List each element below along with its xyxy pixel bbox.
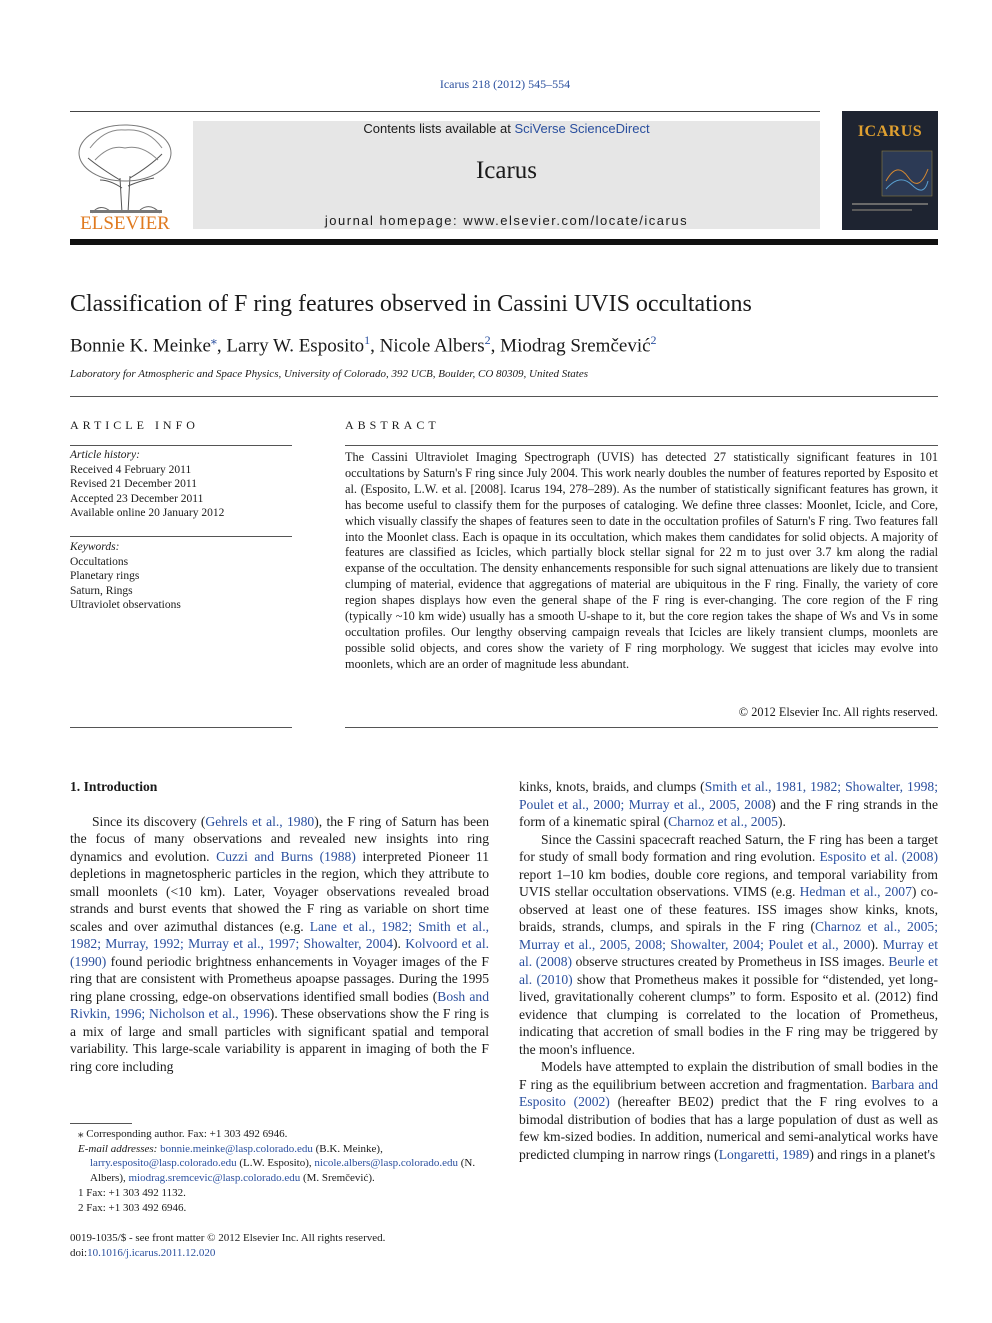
- email-link[interactable]: bonnie.meinke@lasp.colorado.edu: [160, 1142, 313, 1155]
- keywords-rule: [70, 536, 292, 537]
- doi-link[interactable]: 10.1016/j.icarus.2011.12.020: [87, 1246, 216, 1259]
- citation-link[interactable]: Charnoz et al., 2005; Murray et al., 2005, 2008; Showalter, 2004; Poulet et al., 2000: [519, 919, 938, 952]
- title-rule: [70, 396, 938, 397]
- header-rule: [70, 111, 820, 112]
- author-name: Miodrag Sremčević: [500, 335, 651, 357]
- header-thick-rule: [70, 239, 938, 245]
- article-title: Classification of F ring features observed in Cassini UVIS occultations: [70, 291, 752, 317]
- author-note-mark[interactable]: 1: [364, 333, 371, 347]
- abstract-text: The Cassini Ultraviolet Imaging Spectrograph (UVIS) has detected 27 statistically significant features in 101 occultations by Saturn's F ring since July 2004. This work nearly doubles the number of features reported by Esposito et al. (Esposito, L.W. et al. [2008]. Icarus 194, 278–289). As the number of statistically significant features has grown, it has become useful to classify them for the purposes of cataloging. We define three classes: Moonlet, Icicle, and Core, which visually classify the shapes of features seen to date in the occultation profiles of Saturn's F ring. Two features fall into the Moonlet class. Each is opaque in its occultation, which makes them candidates for solid objects. A majority of features are classified as Icicles, which partially block stellar signal for 22 m to just over 3.7 km along the radial expanse of the occultation. The density enhancements responsible for such signal attenuations are likely due to transient clumping of material, evidence that aggregations of material are ubiquitous in the F ring. Finally, the variety of core region shapes displays how even the general shape of the F ring is ever-changing. The core region of the F ring (typically ~10 km wide) usually has a smooth U-shape to it, but the core region takes the shape of Ws and Vs in some occultation profiles. Our lengthy observing campaign reveals that Icicles are likely transient clumps, moonlets are possible solid objects, and cores show the variety of F ring morphology. We suggest that icicles may evolve into moonlets, which are an order of magnitude less abundant.: [345, 450, 938, 671]
- paragraph-text: show that Prometheus makes it possible for “distended, yet long-lived, gravitationally coherent clumps” to form. Esposito et al. (2012) find evidence that clumping is correlated to the location of Prometheus, indicating that accretion of small bodies in the F ring may be triggered by the moon's influence.: [519, 971, 938, 1057]
- sciencedirect-link[interactable]: SciVerse ScienceDirect: [514, 121, 650, 136]
- publication-info: [70, 1231, 490, 1260]
- paragraph-text: observe structures created by Prometheus in ISS images.: [572, 954, 889, 969]
- author-note-mark[interactable]: 2: [484, 333, 491, 347]
- paragraph-continued: [519, 778, 938, 831]
- issn-line: 0019-1035/$ - see front matter © 2012 Elsevier Inc. All rights reserved.: [70, 1232, 386, 1244]
- history-received: Received 4 February 2011: [70, 463, 192, 476]
- email-owner: (L.W. Esposito),: [236, 1157, 315, 1170]
- keyword: Saturn, Rings: [70, 584, 133, 597]
- journal-citation[interactable]: Icarus 218 (2012) 545–554: [439, 77, 571, 91]
- keyword: Ultraviolet observations: [70, 599, 181, 611]
- paragraph-text: Models have attempted to explain the distribution of small bodies in the F ring as the equilibrium between accretion and fragmentation.: [519, 1059, 938, 1092]
- footnote-emails: [70, 1142, 490, 1186]
- paragraph-text: Since the Cassini spacecraft reached Saturn, the F ring has been a target for study of small body formation and ring evolution.: [519, 831, 938, 864]
- citation-link[interactable]: Hedman et al., 2007: [799, 884, 912, 899]
- abstract-bottom-rule: [345, 727, 938, 728]
- abstract-heading: ABSTRACT: [345, 418, 440, 432]
- author-name: Larry W. Esposito: [226, 335, 365, 357]
- paragraph: [70, 813, 489, 1076]
- author-name: Nicole Albers: [379, 335, 485, 357]
- paragraph-text: Since its discovery (: [92, 813, 206, 829]
- footnote-corresponding: ⁎ Corresponding author. Fax: +1 303 492 6946.: [78, 1128, 288, 1140]
- citation-link[interactable]: Smith et al., 1981, 1982; Showalter, 1998; Poulet et al., 2000; Murray et al., 2005, 2008: [519, 779, 938, 812]
- paragraph: [519, 831, 938, 1059]
- email-owner: (B.K. Meinke),: [312, 1142, 383, 1155]
- email-owner: (N. Albers),: [90, 1157, 476, 1185]
- citation-link[interactable]: Esposito et al. (2008): [819, 849, 938, 864]
- paragraph-text: found periodic brightness enhancements in Voyager images of the F ring that are consistent with Prometheus apoapse passages. During the 1995 ring plane crossing, edge-on observations identified small bodies (: [70, 953, 489, 1004]
- paragraph-text: ). These observations show the F ring is a mix of large and small particles with significant spatial and temporal variability. This large-scale variability is apparent in imaging of both the F ring core including: [70, 1006, 489, 1074]
- email-owner: (M. Sremčević).: [300, 1172, 375, 1185]
- article-history: [70, 448, 292, 521]
- paragraph-text: report 1–10 km bodies, double core regions, and temporal variability from UVIS stellar occultation observations. VIMS (e.g.: [519, 866, 938, 899]
- paragraph-text: ), the F ring of Saturn has been the focus of many observations and revealed new insights into ring dynamics and evolution.: [70, 813, 489, 864]
- author-note-mark[interactable]: 2: [650, 333, 657, 347]
- citation-link[interactable]: Gehrels et al., 1980: [205, 813, 315, 829]
- author-list: Bonnie K. Meinke⁎, Larry W. Esposito$^1$, Nicole Albers$^2$, Miodrag Sremčević$^2$: [70, 333, 657, 357]
- email-link[interactable]: nicole.albers@lasp.colorado.edu: [314, 1157, 458, 1170]
- history-accepted: Accepted 23 December 2011: [70, 492, 204, 505]
- cover-title: ICARUS: [857, 123, 923, 140]
- paragraph-text: ).: [870, 936, 883, 952]
- journal-name: Icarus: [475, 157, 538, 184]
- footnote-rule: [70, 1123, 132, 1124]
- contents-prefix: Contents lists available at: [363, 121, 515, 136]
- keyword: Occultations: [70, 555, 129, 568]
- contents-line: [193, 121, 820, 136]
- elsevier-wordmark: ELSEVIER: [80, 213, 170, 233]
- journal-cover[interactable]: [842, 111, 938, 230]
- paragraph-text: interpreted Pioneer 11 depletions in magnetospheric particles in the region, which they attribute to small moonlets (<10 km). Later, Voyager observations revealed broad strands and burst events that showed the F ring as variable on short time scales and over azimuthal distances (e.g.: [70, 848, 490, 934]
- body-column-right: [519, 778, 938, 1163]
- keywords: [70, 540, 292, 613]
- article-info-heading: ARTICLE INFO: [70, 418, 199, 432]
- citation-link[interactable]: Lane et al., 1982; Smith et al., 1982; Murray, 1992; Murray et al., 1997; Showalter, 2004: [70, 918, 489, 951]
- paragraph-text: ) co-observed at least one of these features. ISS images show kinks, knots, braids, strands, clumps, and spirals in the F ring (: [519, 884, 938, 934]
- history-revised: Revised 21 December 2011: [70, 478, 197, 490]
- doi-line: [70, 1246, 490, 1261]
- abstract-rule: [345, 445, 938, 446]
- paragraph-text: ).: [777, 814, 786, 829]
- email-label: E-mail addresses:: [78, 1142, 158, 1155]
- citation-link[interactable]: Kolvoord et al. (1990): [70, 936, 490, 969]
- paragraph: [519, 1058, 938, 1163]
- footnotes: [70, 1127, 490, 1215]
- elsevier-tree-icon: [70, 118, 180, 233]
- paragraph-text: ).: [393, 936, 406, 951]
- citation-link[interactable]: Barbara and Esposito (2002): [519, 1076, 938, 1109]
- section-heading: 1. Introduction: [70, 779, 158, 794]
- citation-link[interactable]: Murray et al. (2008): [519, 936, 938, 969]
- citation-link[interactable]: Bosh and Rivkin, 1996; Nicholson et al., 1996: [70, 988, 489, 1021]
- citation-link[interactable]: Charnoz et al., 2005: [668, 814, 778, 829]
- affiliation: Laboratory for Atmospheric and Space Physics, University of Colorado, 392 UCB, Boulder, CO 80309, United States: [70, 368, 588, 380]
- keyword: Planetary rings: [70, 570, 140, 582]
- footnote-2: 2 Fax: +1 303 492 6946.: [78, 1201, 187, 1214]
- history-label: Article history:: [70, 449, 140, 461]
- journal-homepage[interactable]: journal homepage: www.elsevier.com/locate/icarus: [324, 213, 689, 228]
- cover-art-icon: [842, 111, 938, 230]
- paragraph-text: (hereafter BE02) predict that the F ring evolves to a bimodal distribution of bodies that has a large population of dust as well as few km-sized bodies. In addition, numerical and semi-analytical works have predicted clumping in narrow rings (: [519, 1094, 938, 1162]
- email-link[interactable]: miodrag.sremcevic@lasp.colorado.edu: [128, 1172, 301, 1185]
- footnote-1: 1 Fax: +1 303 492 1132.: [78, 1186, 186, 1199]
- paragraph-text: ) and the F ring strands in the form of a kinematic spiral (: [519, 796, 938, 829]
- citation-link[interactable]: Cuzzi and Burns (1988): [216, 848, 356, 864]
- history-online: Available online 20 January 2012: [70, 507, 225, 519]
- keywords-label: Keywords:: [70, 541, 120, 553]
- abstract-copyright: © 2012 Elsevier Inc. All rights reserved.: [738, 705, 938, 719]
- citation-link[interactable]: Longaretti, 1989: [718, 1146, 810, 1162]
- article-info-rule: [70, 445, 292, 446]
- author-name: Bonnie K. Meinke: [70, 335, 211, 357]
- elsevier-logo[interactable]: [70, 118, 180, 233]
- doi-prefix: doi:: [70, 1246, 88, 1259]
- paragraph-text: kinks, knots, braids, and clumps (: [519, 779, 705, 794]
- email-link[interactable]: larry.esposito@lasp.colorado.edu: [90, 1157, 237, 1170]
- article-info-bottom-rule: [70, 727, 292, 728]
- body-column-left: [70, 778, 489, 1075]
- paragraph-text: ) and rings in a planet's: [809, 1146, 936, 1162]
- citation-link[interactable]: Beurle et al. (2010): [519, 954, 938, 987]
- author-note-mark[interactable]: ⁎: [210, 333, 217, 347]
